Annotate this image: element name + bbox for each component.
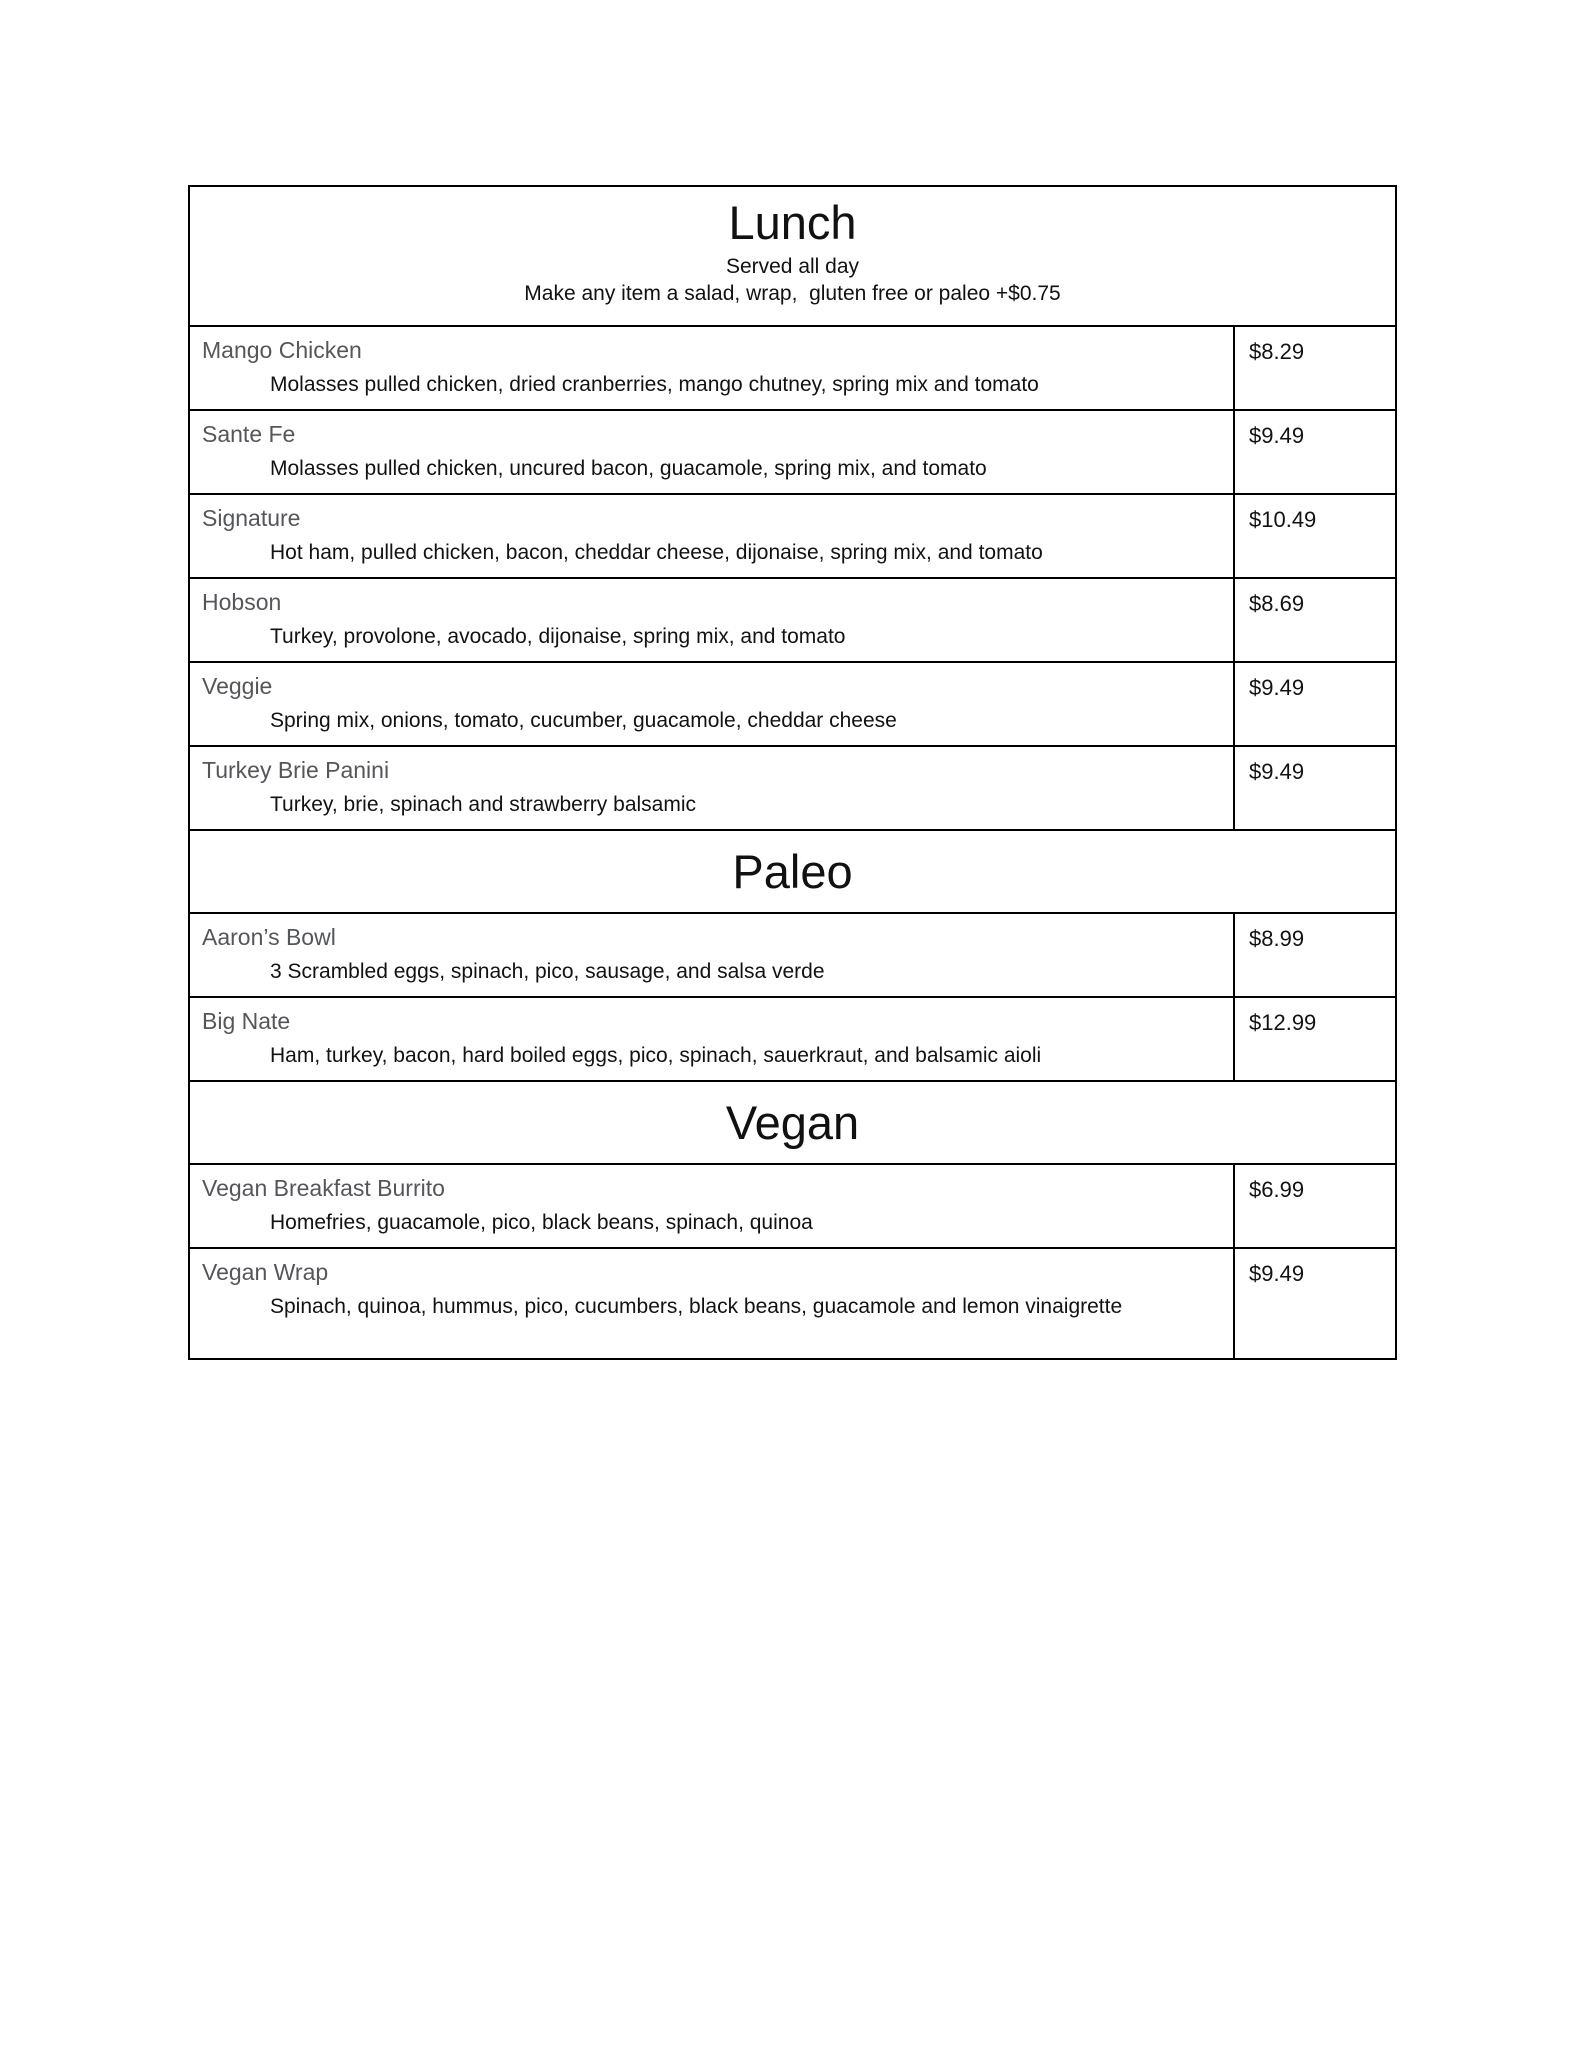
item-info-cell — [190, 663, 1233, 745]
menu-item-row-vegan-breakfast-burrito — [190, 1165, 1395, 1249]
menu-item-row-vegan-wrap — [190, 1249, 1395, 1358]
item-description: Molasses pulled chicken, uncured bacon, guacamole, spring mix, and tomato — [270, 456, 987, 480]
item-price: $8.29 — [1233, 327, 1395, 409]
item-info-cell — [190, 411, 1233, 493]
item-info-cell — [190, 579, 1233, 661]
item-description: 3 Scrambled eggs, spinach, pico, sausage, and salsa verde — [270, 959, 825, 983]
item-description: Molasses pulled chicken, dried cranberries, mango chutney, spring mix and tomato — [270, 372, 1039, 396]
item-name: Hobson — [202, 589, 282, 615]
item-price: $8.99 — [1233, 914, 1395, 996]
menu-item-row-big-nate — [190, 998, 1395, 1082]
item-info-cell — [190, 1249, 1233, 1358]
item-name: Signature — [202, 505, 301, 531]
item-name: Veggie — [202, 673, 273, 699]
customization-note: Make any item a salad, wrap, gluten free or paleo +$0.75 — [524, 282, 1061, 306]
item-description: Spinach, quinoa, hummus, pico, cucumbers, black beans, guacamole and lemon vinaigrette — [270, 1294, 1123, 1318]
item-info-cell — [190, 495, 1233, 577]
menu-item-row-signature — [190, 495, 1395, 579]
item-price: $9.49 — [1233, 747, 1395, 829]
item-price: $9.49 — [1233, 411, 1395, 493]
menu-item-row-aarons-bowl — [190, 914, 1395, 998]
menu-item-row-hobson — [190, 579, 1395, 663]
menu-table — [188, 185, 1397, 1360]
section-header-vegan — [190, 1082, 1395, 1165]
item-description: Spring mix, onions, tomato, cucumber, guacamole, cheddar cheese — [270, 708, 897, 732]
item-name: Big Nate — [202, 1008, 291, 1034]
item-price: $6.99 — [1233, 1165, 1395, 1247]
item-name: Vegan Wrap — [202, 1259, 329, 1285]
item-price: $9.49 — [1233, 1249, 1395, 1358]
item-info-cell — [190, 1165, 1233, 1247]
item-price: $8.69 — [1233, 579, 1395, 661]
item-name: Mango Chicken — [202, 337, 362, 363]
section-title: Vegan — [725, 1095, 860, 1149]
item-info-cell — [190, 998, 1233, 1080]
menu-item-row-sante-fe — [190, 411, 1395, 495]
menu-item-row-mango-chicken — [190, 327, 1395, 411]
item-info-cell — [190, 747, 1233, 829]
section-header-lunch — [190, 187, 1395, 327]
item-price: $10.49 — [1233, 495, 1395, 577]
item-name: Aaron’s Bowl — [202, 924, 336, 950]
item-price: $12.99 — [1233, 998, 1395, 1080]
section-title: Lunch — [728, 196, 857, 249]
menu-item-row-turkey-brie-panini — [190, 747, 1395, 831]
menu-item-row-veggie — [190, 663, 1395, 747]
item-name: Sante Fe — [202, 421, 296, 447]
item-info-cell — [190, 914, 1233, 996]
section-title: Paleo — [732, 844, 853, 898]
served-all-day-note: Served all day — [725, 254, 860, 278]
item-description: Hot ham, pulled chicken, bacon, cheddar cheese, dijonaise, spring mix, and tomato — [270, 540, 1043, 564]
item-description: Homefries, guacamole, pico, black beans, spinach, quinoa — [270, 1210, 813, 1234]
item-price: $9.49 — [1233, 663, 1395, 745]
item-name: Turkey Brie Panini — [202, 757, 390, 783]
item-name: Vegan Breakfast Burrito — [202, 1175, 445, 1201]
item-description: Turkey, provolone, avocado, dijonaise, spring mix, and tomato — [270, 624, 846, 648]
item-info-cell — [190, 327, 1233, 409]
section-header-paleo — [190, 831, 1395, 914]
item-description: Turkey, brie, spinach and strawberry balsamic — [270, 792, 696, 816]
item-description: Ham, turkey, bacon, hard boiled eggs, pico, spinach, sauerkraut, and balsamic aioli — [270, 1043, 1042, 1067]
